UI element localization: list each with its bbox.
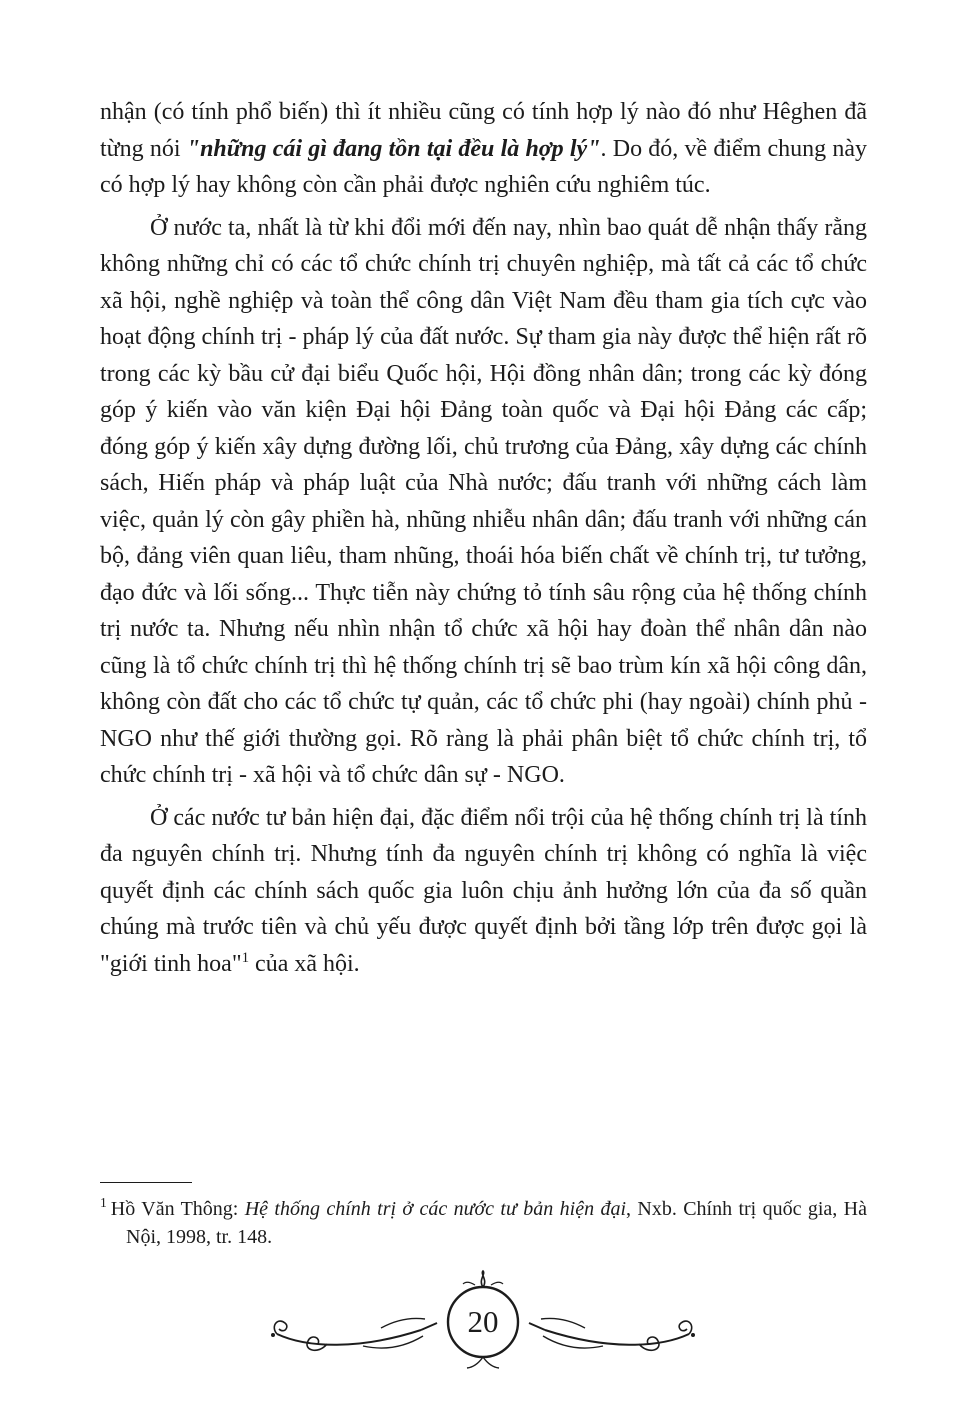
- footnote-book-title: Hệ thống chính trị ở các nước tư bản hiện đại: [244, 1198, 627, 1220]
- paragraph-3-text-pre: Ở các nước tư bản hiện đại, đặc điểm nổi trội của hệ thống chính trị là tính đa nguyên chính trị. Nhưng tính đa nguyên chính trị không có nghĩa là việc quyết định các chính sách quốc gia luôn chịu ảnh hưởng lớn của đa số quần chúng mà trước tiên và chủ yếu được quyết định bởi tầng lớp trên được gọi là "giới tinh hoa": [100, 804, 867, 977]
- paragraph-2: [100, 210, 867, 794]
- paragraph-3-text-post: của xã hội.: [249, 950, 360, 977]
- footnote-marker: 1: [100, 1195, 107, 1211]
- paragraph-1-text-pre: nhận (có tính phổ biến) thì ít nhiều cũng có tính hợp lý nào đó như Hêghen đã từng nói: [100, 99, 867, 162]
- footnote-author: Hồ Văn Thông:: [110, 1198, 245, 1220]
- paragraph-1-quote: "những cái gì đang tồn tại đều là hợp lý": [186, 135, 601, 162]
- paragraph-2-text: Ở nước ta, nhất là từ khi đổi mới đến nay, nhìn bao quát dễ nhận thấy rằng không những chỉ có các tổ chức chính trị chuyên nghiệp, mà tất cả các tổ chức xã hội, nghề nghiệp và toàn thể công dân Việt Nam đều tham gia tích cực vào hoạt động chính trị - pháp lý của đất nước. Sự tham gia này được thể hiện rất rõ trong các kỳ bầu cử đại biểu Quốc hội, Hội đồng nhân dân; trong các kỳ đóng góp ý kiến vào văn kiện Đại hội Đảng toàn quốc và Đại hội Đảng các cấp; đóng góp ý kiến xây dựng đường lối, chủ trương của Đảng, xây dựng các chính sách, Hiến pháp và pháp luật của Nhà nước; đấu tranh với những cách làm việc, quản lý còn gây phiền hà, nhũng nhiễu nhân dân; đấu tranh với những cán bộ, đảng viên quan liêu, tham nhũng, thoái hóa biến chất về chính trị, tư tưởng, đạo đức và lối sống... Thực tiễn này chứng tỏ tính sâu rộng của hệ thống chính trị nước ta. Nhưng nếu nhìn nhận tổ chức xã hội hay đoàn thể nhân dân nào cũng là tổ chức chính trị thì hệ thống chính trị sẽ bao trùm kín xã hội công dân, không còn đất cho các tổ chức tự quản, các tổ chức phi (hay ngoài) chính phủ - NGO như thế giới thường gọi. Rõ ràng là phải phân biệt tổ chức chính trị, tổ chức chính trị - xã hội và tổ chức dân sự - NGO.: [100, 214, 867, 788]
- footnote-reference: 1: [241, 949, 250, 966]
- paragraph-1: [100, 94, 867, 204]
- page-number: 20: [467, 1304, 498, 1339]
- footnote-separator: [100, 1182, 192, 1183]
- paragraph-1-text-post: . Do đó, về điểm chung này có hợp lý hay không còn cần phải được nghiên cứu nghiêm túc.: [100, 135, 868, 198]
- body-text: [100, 94, 867, 982]
- footnote-rest: , Nxb. Chính trị quốc gia, Hà Nội, 1998, tr. 148.: [126, 1198, 867, 1248]
- page-ornament-icon: [263, 1268, 703, 1376]
- page-footer: [0, 1268, 965, 1376]
- footnote: [100, 1195, 867, 1251]
- footnote-area: [100, 1182, 867, 1251]
- paragraph-3: [100, 800, 867, 983]
